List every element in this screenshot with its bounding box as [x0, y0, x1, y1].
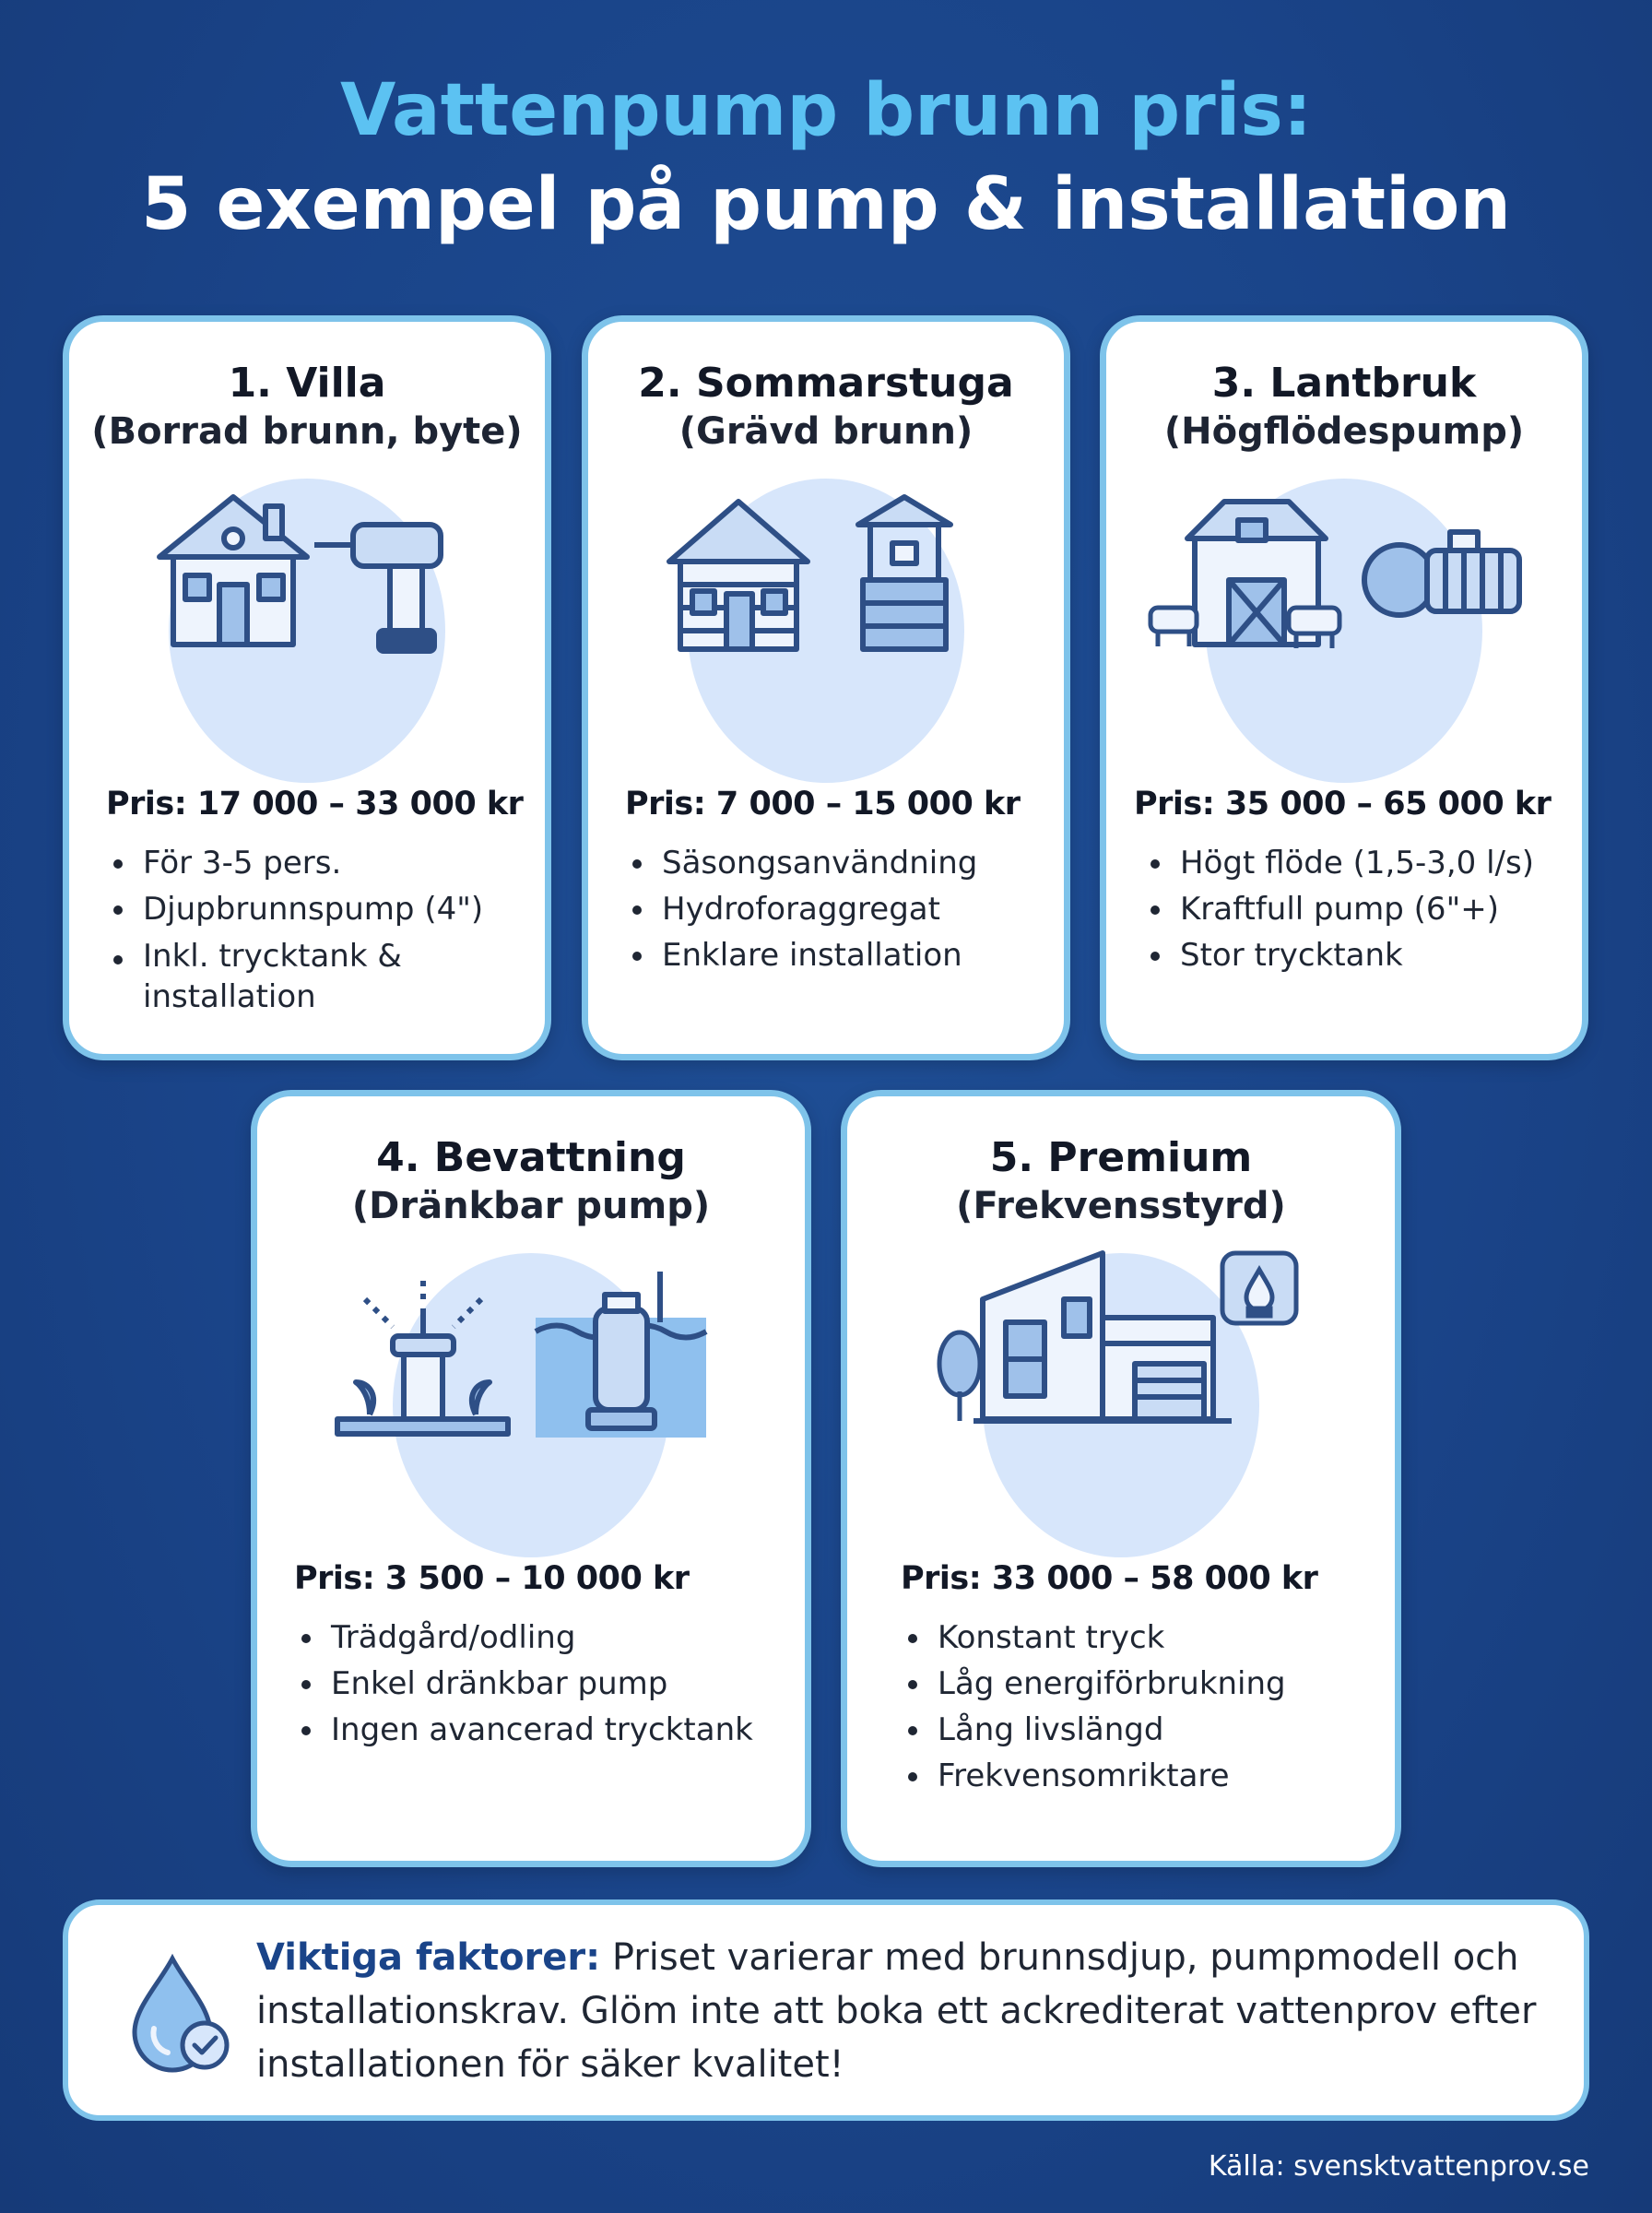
- card-subtitle: (Frekvensstyrd): [956, 1185, 1286, 1227]
- card-villa: [63, 315, 551, 1060]
- info-label: Viktiga faktorer:: [256, 1936, 601, 1979]
- list-item: Låg energiförbrukning: [901, 1661, 1380, 1707]
- card-title: 4. Bevattning: [376, 1134, 686, 1181]
- list-item: Säsongsanvändning: [625, 840, 1049, 886]
- page-title: [0, 65, 1652, 253]
- info-text: [256, 1931, 1565, 2091]
- list-item: Trädgård/odling: [294, 1615, 792, 1661]
- list-item: Konstant tryck: [901, 1615, 1380, 1661]
- card-premium: [841, 1090, 1401, 1867]
- list-item: Enklare installation: [625, 932, 1049, 978]
- card-title: 5. Premium: [989, 1134, 1253, 1181]
- card-title: 3. Lantbruk: [1211, 360, 1477, 407]
- list-item: Stor trycktank: [1143, 932, 1576, 978]
- list-item: För 3-5 pers.: [106, 840, 530, 886]
- list-item: Ingen avancerad trycktank: [294, 1707, 792, 1753]
- info-body: Priset varierar med brunnsdjup, pumpmodell och installationskrav. Glöm inte att boka ett ackrediterat vattenprov efter installationen för säker kvalitet!: [256, 1936, 1537, 2086]
- card-lantbruk: [1100, 315, 1588, 1060]
- card-subtitle: (Grävd brunn): [678, 410, 974, 453]
- list-item: Djupbrunnspump (4"): [106, 886, 530, 932]
- house-icon: [159, 497, 307, 645]
- card-bullets: [625, 840, 1049, 978]
- list-item: Högt flöde (1,5-3,0 l/s): [1143, 840, 1576, 886]
- title-line-1: Vattenpump brunn pris:: [339, 69, 1313, 152]
- card-subtitle: (Högflödespump): [1163, 410, 1525, 453]
- card-price: Pris: 17 000 – 33 000 kr: [106, 786, 524, 822]
- card-bullets: [294, 1615, 792, 1753]
- list-item: Enkel dränkbar pump: [294, 1661, 792, 1707]
- source-credit: Källa: svensktvattenprov.se: [1208, 2150, 1589, 2183]
- card-price: Pris: 33 000 – 58 000 kr: [901, 1560, 1318, 1597]
- card-price: Pris: 35 000 – 65 000 kr: [1134, 786, 1552, 822]
- card-sommarstuga: [582, 315, 1070, 1060]
- tree-icon: [939, 1332, 980, 1421]
- card-bullets: [1143, 840, 1576, 978]
- card-title: 1. Villa: [228, 360, 386, 407]
- list-item: Inkl. trycktank & installation: [106, 936, 530, 1017]
- card-bullets: [106, 840, 530, 1017]
- list-item: Frekvensomriktare: [901, 1753, 1380, 1799]
- info-box: [63, 1899, 1589, 2121]
- card-price: Pris: 3 500 – 10 000 kr: [294, 1560, 690, 1597]
- card-bullets: [901, 1615, 1380, 1799]
- card-price: Pris: 7 000 – 15 000 kr: [625, 786, 1021, 822]
- water-drop-check-icon: [122, 1953, 232, 2073]
- list-item: Lång livslängd: [901, 1707, 1380, 1753]
- card-title: 2. Sommarstuga: [638, 360, 1014, 407]
- card-subtitle: (Borrad brunn, byte): [91, 410, 523, 453]
- card-bevattning: [251, 1090, 811, 1867]
- smart-water-sensor-icon: [1222, 1253, 1296, 1323]
- list-item: Hydroforaggregat: [625, 886, 1049, 932]
- card-subtitle: (Dränkbar pump): [351, 1185, 711, 1227]
- title-line-2: 5 exempel på pump & installation: [141, 163, 1511, 246]
- list-item: Kraftfull pump (6"+): [1143, 886, 1576, 932]
